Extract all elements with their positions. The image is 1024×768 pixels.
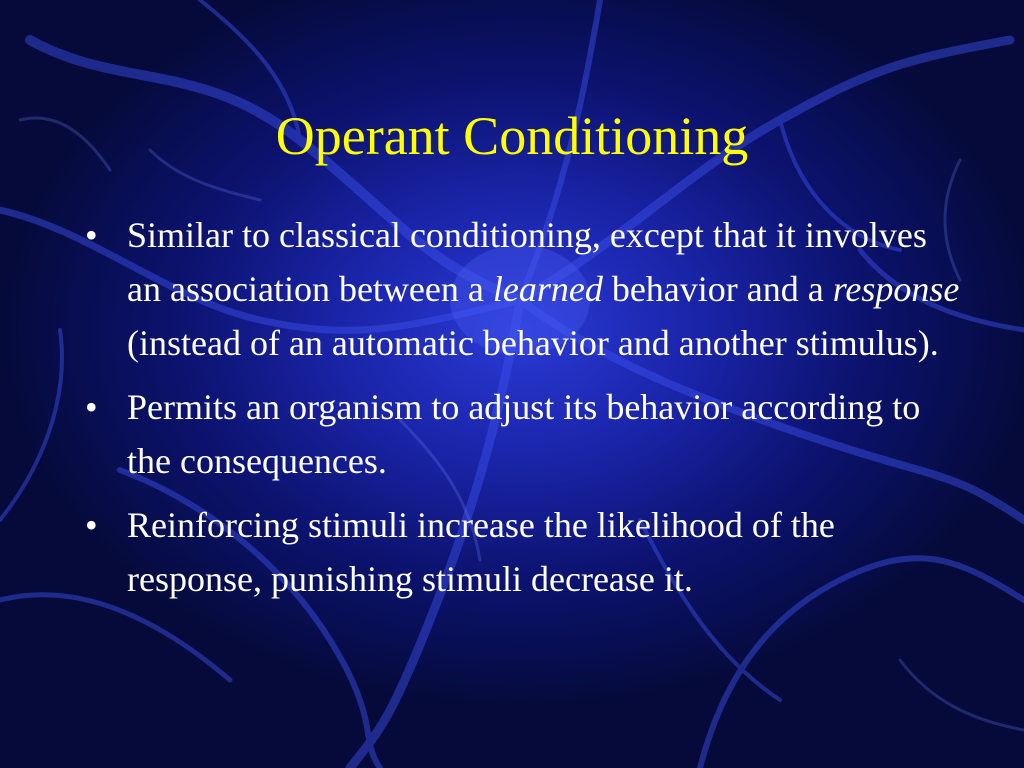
bullet-item	[85, 380, 965, 488]
bullet-text-part: behavior and a	[602, 269, 833, 309]
bullet-text-part: (instead of an automatic behavior and another stimulus).	[127, 323, 939, 363]
bullet-text	[127, 215, 959, 363]
bullet-text: Permits an organism to adjust its behavior according to the consequences.	[127, 387, 921, 481]
slide-title: Operant Conditioning	[275, 106, 749, 166]
bullet-item	[85, 208, 965, 370]
bullet-list	[85, 208, 965, 616]
emphasis-response: response	[832, 269, 960, 309]
bullet-marker: •	[85, 505, 98, 545]
bullet-item	[85, 498, 965, 606]
bullet-text: Reinforcing stimuli increase the likelihood of the response, punishing stimuli decrease it.	[127, 505, 835, 599]
emphasis-learned: learned	[492, 269, 603, 309]
bullet-marker: •	[85, 387, 98, 427]
bullet-text-part: Similar to classical conditioning, except that it involves an association between a	[127, 215, 927, 309]
bullet-marker: •	[85, 215, 98, 255]
